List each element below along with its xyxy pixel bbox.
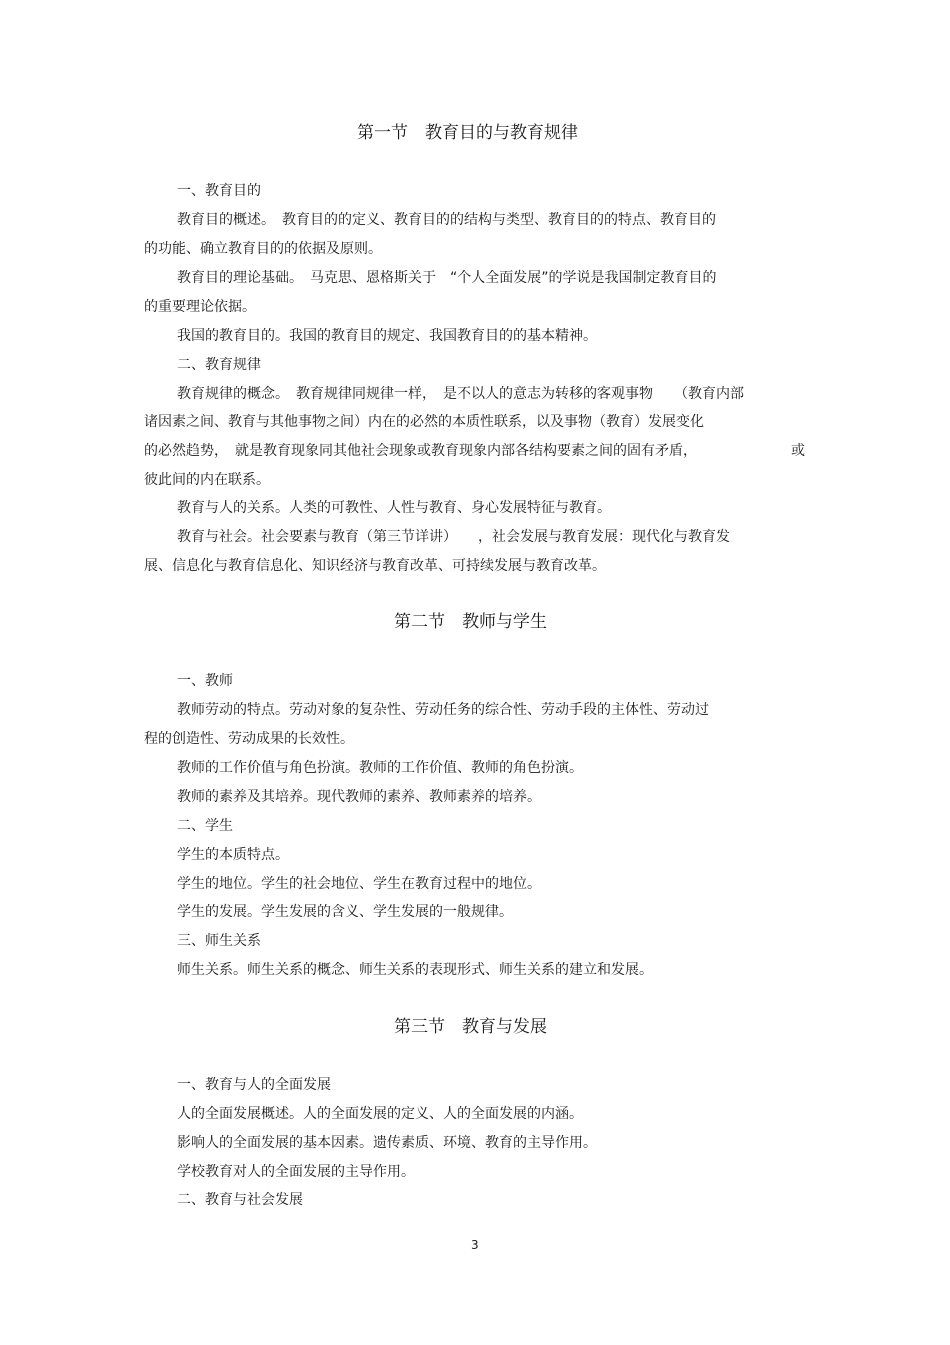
section-2-line: 师生关系。师生关系的概念、师生关系的表现形式、师生关系的建立和发展。 — [177, 962, 653, 978]
section-2-title: 第二节 教师与学生 — [394, 612, 547, 632]
section-1-line-fragment: 或 — [791, 443, 805, 459]
section-1-line: 展、信息化与教育信息化、知识经济与教育改革、可持续发展与教育改革。 — [144, 558, 606, 574]
section-3-line: 学校教育对人的全面发展的主导作用。 — [177, 1164, 415, 1180]
section-1-line: 的重要理论依据。 — [144, 299, 256, 315]
section-3-line: 二、教育与社会发展 — [177, 1192, 303, 1208]
section-1-line: 教育目的概述。 教育目的的定义、教育目的的结构与类型、教育目的的特点、教育目的 — [177, 212, 716, 228]
section-1-line: 的功能、确立教育目的的依据及原则。 — [144, 241, 382, 257]
section-1-line: 诸因素之间、教育与其他事物之间）内在的必然的本质性联系，以及事物（教育）发展变化 — [144, 414, 704, 430]
section-1-line: 二、教育规律 — [177, 357, 261, 373]
section-3-line: 影响人的全面发展的基本因素。遗传素质、环境、教育的主导作用。 — [177, 1135, 597, 1151]
section-2-line: 教师劳动的特点。劳动对象的复杂性、劳动任务的综合性、劳动手段的主体性、劳动过 — [177, 702, 709, 718]
section-1-title: 第一节 教育目的与教育规律 — [357, 123, 578, 143]
section-3-line: 人的全面发展概述。人的全面发展的定义、人的全面发展的内涵。 — [177, 1106, 583, 1122]
section-1-line: 教育目的理论基础。 马克思、恩格斯关于 “个人全面发展”的学说是我国制定教育目的 — [177, 270, 717, 286]
section-2-line: 学生的地位。学生的社会地位、学生在教育过程中的地位。 — [177, 876, 541, 892]
section-2-line: 二、学生 — [177, 818, 233, 834]
section-1-line: 教育与社会。社会要素与教育（第三节详讲） ，社会发展与教育发展：现代化与教育发 — [177, 529, 730, 545]
section-3-line: 一、教育与人的全面发展 — [177, 1077, 331, 1093]
section-3-title: 第三节 教育与发展 — [394, 1017, 547, 1037]
section-2-line: 教师的素养及其培养。现代教师的素养、教师素养的培养。 — [177, 789, 541, 805]
section-1-line: 一、教育目的 — [177, 183, 261, 199]
section-2-line: 教师的工作价值与角色扮演。教师的工作价值、教师的角色扮演。 — [177, 760, 583, 776]
section-1-line: 教育规律的概念。 教育规律同规律一样， 是不以人的意志为转移的客观事物 （教育内部 — [177, 386, 744, 402]
section-2-line: 一、教师 — [177, 673, 233, 689]
section-1-line: 的必然趋势， 就是教育现象同其他社会现象或教育现象内部各结构要素之间的固有矛盾， — [144, 443, 697, 459]
section-2-line: 学生的发展。学生发展的含义、学生发展的一般规律。 — [177, 904, 513, 920]
section-2-line: 三、师生关系 — [177, 933, 261, 949]
section-2-line: 学生的本质特点。 — [177, 847, 289, 863]
page-number: 3 — [471, 1238, 479, 1252]
section-1-line: 我国的教育目的。我国的教育目的规定、我国教育目的的基本精神。 — [177, 328, 597, 344]
section-2-line: 程的创造性、劳动成果的长效性。 — [144, 731, 354, 747]
section-1-line: 彼此间的内在联系。 — [144, 472, 270, 488]
section-1-line: 教育与人的关系。人类的可教性、人性与教育、身心发展特征与教育。 — [177, 500, 611, 516]
